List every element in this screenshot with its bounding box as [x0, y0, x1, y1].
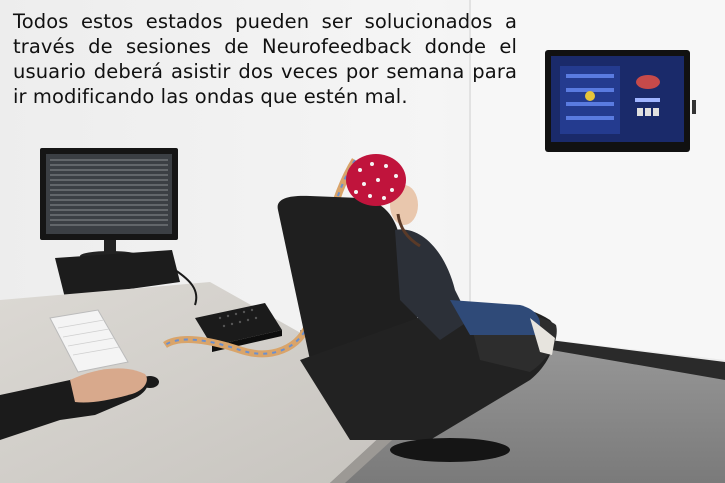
tv-screen-icon — [545, 50, 696, 152]
eeg-cap-icon — [346, 154, 406, 206]
caption-text: Todos estos estados pueden ser solucionados a través de sesiones de Neurofeedback donde el usuario deberá asistir dos veces por semana para ir modificando las ondas que estén mal. — [13, 10, 517, 108]
